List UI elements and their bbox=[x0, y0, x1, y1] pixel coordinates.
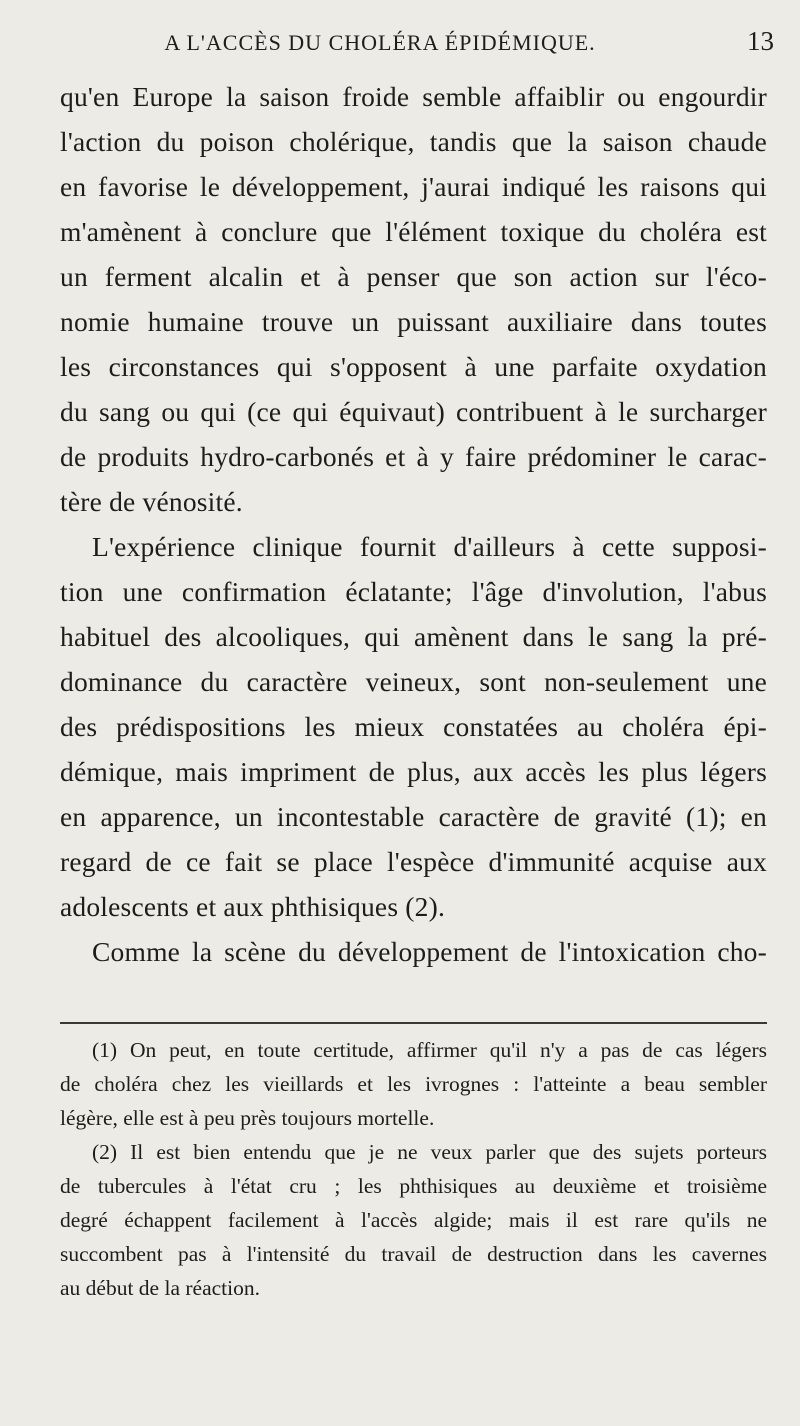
text-line: qu'en Europe la saison froide semble affaiblir ou engourdir bbox=[60, 81, 767, 112]
text-line: les circonstances qui s'opposent à une parfaite oxydation bbox=[60, 351, 767, 382]
footnote-1-line: légère, elle est à peu près toujours mortelle. bbox=[60, 1106, 435, 1130]
paragraph-end-line: adolescents et aux phthisiques (2). bbox=[60, 891, 446, 922]
text-line: des prédispositions les mieux constatées au choléra épi- bbox=[60, 711, 767, 742]
text-line: regard de ce fait se place l'espèce d'immunité acquise aux bbox=[60, 846, 767, 877]
main-text bbox=[60, 74, 767, 974]
text-line: en apparence, un incontestable caractère de gravité (1); en bbox=[60, 801, 767, 832]
running-header: A L'ACCÈS DU CHOLÉRA ÉPIDÉMIQUE. bbox=[164, 30, 596, 55]
text-line: tion une confirmation éclatante; l'âge d'involution, l'abus bbox=[60, 576, 767, 607]
text-line: de produits hydro-carbonés et à y faire prédominer le carac- bbox=[60, 441, 767, 472]
footnote-1-line: (1) On peut, en toute certitude, affirmer qu'il n'y a pas de cas légers bbox=[92, 1038, 767, 1062]
text-line: du sang ou qui (ce qui équivaut) contribuent à le surcharger bbox=[60, 396, 767, 427]
text-line: m'amènent à conclure que l'élément toxique du choléra est bbox=[60, 216, 767, 247]
footnotes bbox=[60, 1033, 767, 1305]
footnote-2-line: de tubercules à l'état cru ; les phthisiques au deuxième et troisième bbox=[60, 1174, 767, 1198]
text-line: démique, mais impriment de plus, aux accès les plus légers bbox=[60, 756, 767, 787]
footnote-2-line: succombent pas à l'intensité du travail de destruction dans les cavernes bbox=[60, 1242, 767, 1266]
footnote-2-line: degré échappent facilement à l'accès algide; mais il est rare qu'ils ne bbox=[60, 1208, 767, 1232]
text-line: dominance du caractère veineux, sont non-seulement une bbox=[60, 666, 767, 697]
footnote-separator bbox=[60, 1022, 767, 1024]
page-number: 13 bbox=[747, 26, 774, 56]
footnote-1-line: de choléra chez les vieillards et les ivrognes : l'atteinte a beau sembler bbox=[60, 1072, 767, 1096]
text-line: en favorise le développement, j'aurai indiqué les raisons qui bbox=[60, 171, 767, 202]
footnote-2-line: au début de la réaction. bbox=[60, 1276, 260, 1300]
paragraph-start-line: L'expérience clinique fournit d'ailleurs à cette supposi- bbox=[92, 531, 767, 562]
text-line: habituel des alcooliques, qui amènent dans le sang la pré- bbox=[60, 621, 767, 652]
text-line: un ferment alcalin et à penser que son action sur l'éco- bbox=[60, 261, 767, 292]
paragraph-start-line: Comme la scène du développement de l'intoxication cho- bbox=[92, 936, 767, 967]
text-line: nomie humaine trouve un puissant auxiliaire dans toutes bbox=[60, 306, 767, 337]
footnote-2-line: (2) Il est bien entendu que je ne veux parler que des sujets porteurs bbox=[92, 1140, 767, 1164]
paragraph-end-line: tère de vénosité. bbox=[60, 486, 243, 517]
text-line: l'action du poison cholérique, tandis que la saison chaude bbox=[60, 126, 767, 157]
